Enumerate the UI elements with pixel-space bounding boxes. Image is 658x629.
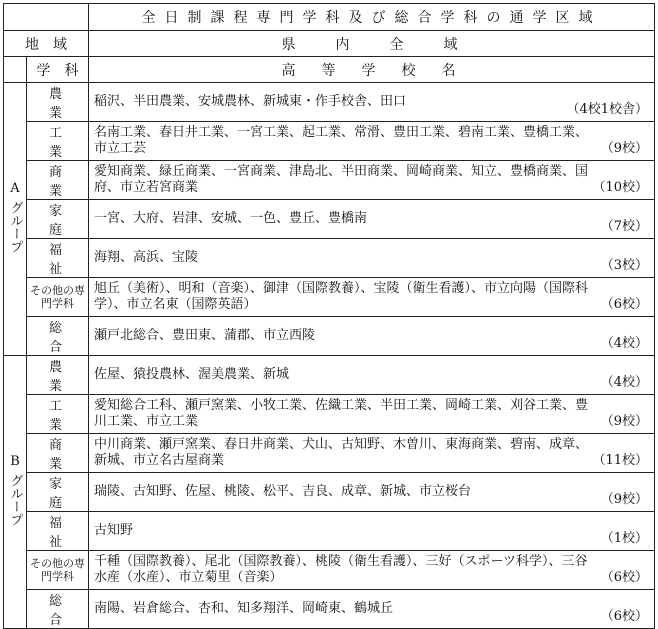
subject-cell: 福 祉 (27, 512, 89, 551)
subject-cell: 工 業 (27, 395, 89, 434)
school-names: 旭丘（美術）、明和（音楽）、御津（国際教養）、宝陵（衛生看護）、市立向陽（国際科学）、市立名東（国際英語） (94, 281, 589, 312)
school-count: （6校） (600, 570, 648, 585)
region-label: 地 域 (4, 31, 89, 57)
school-list (89, 200, 655, 239)
school-names: 古知野 (94, 523, 134, 538)
school-count: （9校） (600, 414, 648, 429)
table-title: 全日制課程専門学科及び総合学科の通学区域 (89, 4, 655, 31)
school-list (89, 512, 655, 551)
school-list (89, 278, 655, 317)
school-count: （10校） (592, 180, 648, 195)
school-count: （4校） (600, 375, 648, 390)
attendance-zone-table (3, 3, 655, 629)
subject-cell: 家 庭 (27, 473, 89, 512)
region-value: 県 内 全 域 (89, 31, 655, 57)
group-a-letter: A (10, 181, 20, 196)
school-names: 愛知総合工科、瀬戸窯業、小牧工業、佐織工業、半田工業、岡崎工業、刈谷工業、豊川工業、市立工業 (94, 398, 589, 429)
school-list (89, 239, 655, 278)
school-list (89, 356, 655, 395)
school-list (89, 473, 655, 512)
school-names: 千種（国際教養）、尾北（国際教養）、桃陵（衛生看護）、三好（スポーツ科学）、三谷水産（水産）、市立菊里（音楽） (94, 554, 588, 585)
subject-cell: その他の専門学科 (27, 278, 89, 317)
school-names: 瀬戸北総合、豊田東、蒲郡、市立西陵 (94, 328, 316, 343)
school-label: 高 等 学 校 名 (89, 57, 655, 83)
school-names: 海翔、高浜、宝陵 (94, 250, 199, 265)
school-count: （7校） (600, 219, 648, 234)
group-a-label (4, 83, 27, 356)
school-count: （6校） (600, 609, 648, 624)
school-list (89, 590, 655, 629)
school-list (89, 551, 655, 590)
subject-cell: 福 祉 (27, 239, 89, 278)
school-list (89, 434, 655, 473)
school-names: 南陽、岩倉総合、杏和、知多翔洋、岡崎東、鶴城丘 (94, 601, 394, 616)
school-count: （9校） (600, 492, 648, 507)
school-count: （1校） (600, 531, 648, 546)
group-b-name: グループ (7, 474, 23, 526)
subject-cell: 総 合 (27, 590, 89, 629)
subject-cell: 家 庭 (27, 200, 89, 239)
school-names: 瑞陵、古知野、佐屋、桃陵、松平、吉良、成章、新城、市立桜台 (94, 484, 472, 499)
subject-cell: 農 業 (27, 356, 89, 395)
school-list (89, 317, 655, 356)
subject-label: 学 科 (27, 57, 89, 83)
school-names: 稲沢、半田農業、安城農林、新城東・作手校舎、田口 (94, 94, 407, 109)
subject-cell: 商 業 (27, 434, 89, 473)
school-names: 愛知商業、緑丘商業、一宮商業、津島北、半田商業、岡崎商業、知立、豊橋商業、国府、市立若宮商業 (94, 164, 589, 195)
subject-cell: 農 業 (27, 83, 89, 122)
school-count: （4校） (600, 336, 648, 351)
school-count: （3校） (600, 258, 648, 273)
school-names: 一宮、大府、岩津、安城、一色、豊丘、豊橋南 (94, 211, 368, 226)
school-names: 中川商業、瀬戸窯業、春日井商業、犬山、古知野、木曽川、東海商業、碧南、成章、新城、市立名古屋商業 (94, 437, 589, 468)
title-spacer (4, 4, 89, 31)
school-list (89, 395, 655, 434)
subject-header-spacer (4, 57, 27, 83)
school-list (89, 122, 655, 161)
school-count: （6校） (600, 297, 648, 312)
school-names: 名南工業、春日井工業、一宮工業、起工業、常滑、豊田工業、碧南工業、豊橋工業、市立工芸 (94, 125, 589, 156)
school-count: （4校1校舎） (566, 102, 648, 117)
group-b-letter: B (10, 454, 20, 469)
group-b-label (4, 356, 27, 629)
school-count: （11校） (592, 453, 648, 468)
school-list (89, 83, 655, 122)
subject-cell: その他の専門学科 (27, 551, 89, 590)
subject-cell: 総 合 (27, 317, 89, 356)
school-list (89, 161, 655, 200)
school-names: 佐屋、猿投農林、渥美農業、新城 (94, 367, 290, 382)
group-a-name: グループ (7, 201, 23, 253)
subject-cell: 工 業 (27, 122, 89, 161)
subject-cell: 商 業 (27, 161, 89, 200)
school-count: （9校） (600, 141, 648, 156)
